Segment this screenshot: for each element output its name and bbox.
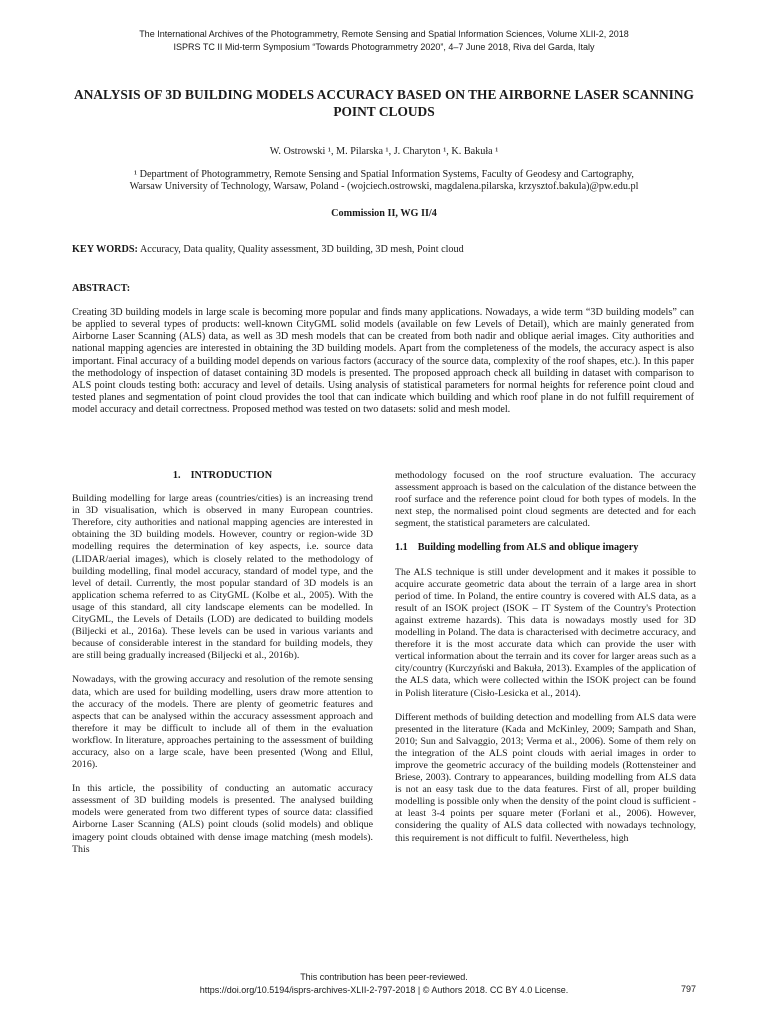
intro-paragraph-3-continued: methodology focused on the roof structure evaluation. The accuracy assessment approach is based on the calculation of the distance between the roof surface and the reference point cloud for both types of models. In the next step, the normalised point cloud segments are detected and for each segment, the statistical parameters are calculated. xyxy=(395,470,696,530)
subsection-heading xyxy=(395,542,696,554)
commission: Commission II, WG II/4 xyxy=(331,208,437,219)
subsection-paragraph-1: The ALS technique is still under development and it makes it possible to acquire accurate geometric data about the terrain of a large area in short period of time. In Poland, the entire country is covered with ALS data, as a result of an ISOK project (ISOK – IT System of the Country's Protection against extreme hazards). This data is nowadays mostly used for 3D modelling in Poland. The data is characterised with decimetre accuracy, and therefore it is the most accurate data which can provide the user with vertical information about the terrain and its cover for larger areas such as a city/country (Kurczyński and Bakuła, 2013). Examples of the application of the ALS data, which were collected within the ISOK project can be found in Polish literature (Cisło-Lesicka et al., 2014). xyxy=(395,566,696,699)
intro-paragraph-2: Nowadays, with the growing accuracy and resolution of the remote sensing data, which are used for building modelling, users draw more attention to the accuracy of the models. There are plenty of geometric features and aspects that can be analysed within the accuracy assessment approach and therefore it may be difficult to include all of them in the evaluation workflow. In literature, approaches pertaining to the assessment of building accuracy, also on a large scale, have been presented (Wong and Ellul, 2016). xyxy=(72,674,373,771)
subsection-number: 1.1 xyxy=(395,542,408,554)
doi-license-line xyxy=(0,984,768,996)
running-header-line-2: ISPRS TC II Mid-term Symposium “Towards Photogrammetry 2020”, 4–7 June 2018, Riva del Garda, Italy xyxy=(173,42,595,52)
peer-review-note: This contribution has been peer-reviewed. xyxy=(300,972,468,982)
subsection-title: Building modelling from ALS and oblique imagery xyxy=(417,542,639,554)
page-number: 797 xyxy=(680,984,696,994)
abstract-body: Creating 3D building models in large scale is becoming more popular and finds many applications. Nowadays, a wide term “3D building models” can be applied to several types of products: well-known CityGML solid models (available on few Levels of Detail), which are mainly generated from Airborne Laser Scanning (ALS) data, as well as 3D mesh models that can be created from both nadir and oblique aerial images. City authorities and national mapping agencies are interested in obtaining the 3D building models. Apart from the completeness of the models, the accuracy aspect is also important. Final accuracy of a building model depends on various factors (accuracy of the source data, complexity of the roof shapes, etc.). In this paper the methodology of inspection of dataset containing 3D models is presented. The proposed approach check all building in dataset with comparison to ALS point clouds testing both: accuracy and level of details. Using analysis of statistical parameters for normal heights for reference point cloud and tested planes and segmentation of point cloud provides the tool that can indicate which building and which roof plane in do not fulfill requirement of model accuracy and detail correctness. Proposed method was tested on two datasets: solid and mesh model. xyxy=(72,307,694,416)
right-column xyxy=(395,470,696,857)
subsection-paragraph-2: Different methods of building detection and modelling from ALS data were presented in the literature (Kada and McKinley, 2009; Sampath and Shan, 2010; Sun and Salvaggio, 2013; Verma et al., 2006). Some of them rely on the integration of the ALS point clouds with aerial images in order to improve the geometric accuracy of the building models (Rottensteiner and Briese, 2003). Contrary to appearances, building modelling from ALS data is not an easy task due to the data features. First of all, proper building modelling is possible only when the density of the point cloud is sufficient - at least 3-4 points per square meter (Forlani et al., 2006). However, considering the quality of ALS data collected with nowadays technology, this requirement is not difficult to fulfil. Nevertheless, high xyxy=(395,711,696,844)
keywords-text: Accuracy, Data quality, Quality assessment, 3D building, 3D mesh, Point cloud xyxy=(139,244,464,255)
authors: W. Ostrowski ¹, M. Pilarska ¹, J. Charyton ¹, K. Bakuła ¹ xyxy=(269,146,499,157)
abstract-heading: ABSTRACT: xyxy=(72,283,131,294)
intro-paragraph-1: Building modelling for large areas (countries/cities) is an increasing trend in 3D visualisation, which is observed in many European countries. Therefore, city authorities and national mapping agencies are interested in obtaining the 3D building models. However, country or region-wide 3D modelling requires the determination of key aspects, i.e. source data (LIDAR/aerial images), which is closely related to the methodology of building modelling, final model accuracy, standard of model type, and the level of detail. Currently, the most popular standard of 3D models is an application schema referred to as CityGML (Kolbe et al., 2005). With the usage of this standard, all city landscape elements can be modelled. In CityGML, the Levels of Details (LOD) are dedicated to building models (Biljecki et al., 2016a). These levels can be used in various variants and because of considerable interest in the standard for building models, they are still being gradually increased (Biljecki et al., 2016b). xyxy=(72,493,373,662)
intro-paragraph-3: In this article, the possibility of conducting an automatic accuracy assessment of 3D building models is presented. The analysed building models were generated from two different types of source data: classified Airborne Laser Scanning (ALS) point clouds (solid models) and oblique imagery point clouds obtained with dense image matching (mesh models). This xyxy=(72,783,373,855)
section-title: INTRODUCTION xyxy=(190,470,273,481)
affiliation-line-2: Warsaw University of Technology, Warsaw, Poland - (wojciech.ostrowski, magdalena.pilarska, krzysztof.bakula)@pw.edu.pl xyxy=(129,181,639,192)
section-number: 1. xyxy=(172,470,181,481)
keywords xyxy=(72,244,464,256)
affiliation-line-1: ¹ Department of Photogrammetry, Remote Sensing and Spatial Information Systems, Faculty of Geodesy and Cartography, xyxy=(134,169,634,180)
introduction-heading xyxy=(72,470,373,482)
doi-link[interactable]: https://doi.org/10.5194/isprs-archives-XLII-2-797-2018 | © Authors 2018. CC BY 4.0 License. xyxy=(199,985,569,995)
keywords-label: KEY WORDS: xyxy=(72,244,138,255)
paper-title: ANALYSIS OF 3D BUILDING MODELS ACCURACY BASED ON THE AIRBORNE LASER SCANNING POINT CLOUDS xyxy=(74,87,694,119)
left-column xyxy=(72,470,373,868)
running-header-line-1: The International Archives of the Photogrammetry, Remote Sensing and Spatial Information Sciences, Volume XLII-2, 2018 xyxy=(139,29,629,39)
